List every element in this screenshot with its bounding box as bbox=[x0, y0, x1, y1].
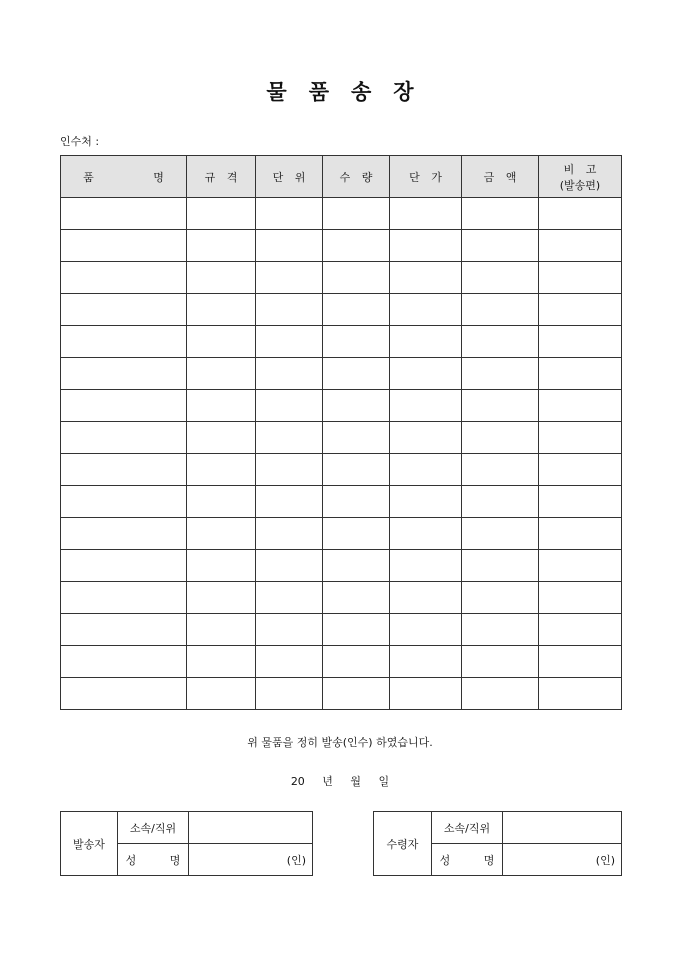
table-cell[interactable] bbox=[187, 646, 256, 678]
table-row bbox=[61, 678, 622, 710]
table-cell[interactable] bbox=[61, 486, 187, 518]
table-cell[interactable] bbox=[256, 614, 323, 646]
table-cell[interactable] bbox=[323, 582, 390, 614]
table-cell[interactable] bbox=[187, 454, 256, 486]
table-cell[interactable] bbox=[187, 326, 256, 358]
table-cell[interactable] bbox=[256, 422, 323, 454]
table-cell[interactable] bbox=[390, 518, 462, 550]
table-cell[interactable] bbox=[539, 262, 622, 294]
table-cell[interactable] bbox=[256, 678, 323, 710]
header-unit: 단 위 bbox=[256, 156, 323, 198]
table-cell[interactable] bbox=[462, 390, 539, 422]
table-cell[interactable] bbox=[323, 294, 390, 326]
table-row bbox=[61, 550, 622, 582]
table-cell[interactable] bbox=[187, 198, 256, 230]
table-cell[interactable] bbox=[61, 454, 187, 486]
table-cell[interactable] bbox=[539, 326, 622, 358]
table-cell[interactable] bbox=[256, 550, 323, 582]
table-cell[interactable] bbox=[462, 230, 539, 262]
table-cell[interactable] bbox=[390, 678, 462, 710]
header-amount: 금 액 bbox=[462, 156, 539, 198]
table-cell[interactable] bbox=[256, 454, 323, 486]
table-cell[interactable] bbox=[256, 262, 323, 294]
statement-text: 위 물품을 정히 발송(인수) 하였습니다. bbox=[247, 736, 433, 749]
table-row bbox=[61, 358, 622, 390]
table-cell[interactable] bbox=[539, 550, 622, 582]
table-cell[interactable] bbox=[256, 358, 323, 390]
table-cell[interactable] bbox=[539, 614, 622, 646]
table-cell[interactable] bbox=[539, 486, 622, 518]
table-cell[interactable] bbox=[187, 230, 256, 262]
table-cell[interactable] bbox=[61, 550, 187, 582]
receiver-dept-label: 소속/직위 bbox=[432, 812, 503, 844]
table-cell[interactable] bbox=[61, 582, 187, 614]
sender-dept-field[interactable] bbox=[189, 812, 313, 844]
header-remarks bbox=[539, 156, 622, 198]
table-cell[interactable] bbox=[61, 614, 187, 646]
header-remarks-label: 비 고 bbox=[563, 162, 597, 176]
sender-seal[interactable]: (인) bbox=[189, 844, 313, 876]
header-unit-price: 단 가 bbox=[390, 156, 462, 198]
table-cell[interactable] bbox=[462, 550, 539, 582]
table-cell[interactable] bbox=[390, 262, 462, 294]
table-cell[interactable] bbox=[256, 486, 323, 518]
table-cell[interactable] bbox=[256, 582, 323, 614]
table-row bbox=[61, 422, 622, 454]
table-cell[interactable] bbox=[256, 198, 323, 230]
table-cell[interactable] bbox=[61, 422, 187, 454]
table-cell[interactable] bbox=[187, 422, 256, 454]
table-row bbox=[61, 486, 622, 518]
table-cell[interactable] bbox=[323, 486, 390, 518]
receiver-dept-field[interactable] bbox=[503, 812, 622, 844]
table-cell[interactable] bbox=[390, 582, 462, 614]
table-cell[interactable] bbox=[323, 646, 390, 678]
receiver-label: 수령자 bbox=[374, 812, 432, 876]
table-cell[interactable] bbox=[323, 326, 390, 358]
table-row bbox=[61, 454, 622, 486]
table-row bbox=[61, 294, 622, 326]
table-cell[interactable] bbox=[462, 678, 539, 710]
sender-label: 발송자 bbox=[61, 812, 118, 876]
table-cell[interactable] bbox=[539, 422, 622, 454]
table-cell[interactable] bbox=[390, 326, 462, 358]
header-remarks-sub: (발송편) bbox=[559, 178, 601, 192]
table-cell[interactable] bbox=[61, 358, 187, 390]
table-cell[interactable] bbox=[323, 262, 390, 294]
receiver-seal[interactable]: (인) bbox=[503, 844, 622, 876]
table-cell[interactable] bbox=[462, 262, 539, 294]
table-cell[interactable] bbox=[61, 294, 187, 326]
table-cell[interactable] bbox=[61, 646, 187, 678]
title-char: 품 bbox=[308, 79, 329, 104]
table-cell[interactable] bbox=[323, 390, 390, 422]
table-cell[interactable] bbox=[462, 422, 539, 454]
table-cell[interactable] bbox=[256, 646, 323, 678]
table-cell[interactable] bbox=[462, 582, 539, 614]
table-cell[interactable] bbox=[390, 550, 462, 582]
table-cell[interactable] bbox=[462, 358, 539, 390]
table-cell[interactable] bbox=[390, 358, 462, 390]
table-cell[interactable] bbox=[462, 326, 539, 358]
header-spec: 규 격 bbox=[187, 156, 256, 198]
table-cell[interactable] bbox=[390, 230, 462, 262]
sender-box bbox=[60, 811, 313, 876]
table-cell[interactable] bbox=[539, 582, 622, 614]
table-cell[interactable] bbox=[390, 198, 462, 230]
date-line: 20 년 월 일 bbox=[290, 775, 390, 788]
table-cell[interactable] bbox=[187, 678, 256, 710]
table-cell[interactable] bbox=[187, 262, 256, 294]
title-char: 물 bbox=[266, 79, 287, 104]
table-cell[interactable] bbox=[462, 198, 539, 230]
table-cell[interactable] bbox=[61, 326, 187, 358]
table-row bbox=[61, 230, 622, 262]
table-cell[interactable] bbox=[187, 486, 256, 518]
header-quantity: 수 량 bbox=[323, 156, 390, 198]
table-cell[interactable] bbox=[61, 230, 187, 262]
table-cell[interactable] bbox=[323, 550, 390, 582]
table-cell[interactable] bbox=[462, 294, 539, 326]
recipient-label: 인수처 : bbox=[60, 135, 100, 148]
table-cell[interactable] bbox=[539, 294, 622, 326]
table-cell[interactable] bbox=[323, 678, 390, 710]
table-cell[interactable] bbox=[61, 390, 187, 422]
table-cell[interactable] bbox=[187, 390, 256, 422]
table-cell[interactable] bbox=[187, 294, 256, 326]
table-cell[interactable] bbox=[462, 454, 539, 486]
table-row bbox=[61, 646, 622, 678]
table-header-row bbox=[61, 156, 622, 198]
table-cell[interactable] bbox=[323, 454, 390, 486]
table-cell[interactable] bbox=[390, 294, 462, 326]
table-cell[interactable] bbox=[539, 454, 622, 486]
receiver-box bbox=[373, 811, 622, 876]
table-row bbox=[61, 390, 622, 422]
table-cell[interactable] bbox=[390, 390, 462, 422]
sender-name-label: 성 명 bbox=[118, 844, 189, 876]
sender-dept-label: 소속/직위 bbox=[118, 812, 189, 844]
table-cell[interactable] bbox=[462, 614, 539, 646]
receiver-name-label: 성 명 bbox=[432, 844, 503, 876]
table-cell[interactable] bbox=[61, 198, 187, 230]
table-cell[interactable] bbox=[390, 454, 462, 486]
table-row bbox=[61, 326, 622, 358]
table-cell[interactable] bbox=[323, 614, 390, 646]
table-cell[interactable] bbox=[323, 518, 390, 550]
table-cell[interactable] bbox=[539, 518, 622, 550]
table-cell[interactable] bbox=[390, 422, 462, 454]
table-row bbox=[61, 198, 622, 230]
table-cell[interactable] bbox=[187, 582, 256, 614]
table-cell[interactable] bbox=[390, 614, 462, 646]
table-cell[interactable] bbox=[256, 390, 323, 422]
table-cell[interactable] bbox=[539, 358, 622, 390]
table-cell[interactable] bbox=[323, 230, 390, 262]
table-cell[interactable] bbox=[462, 486, 539, 518]
table-cell[interactable] bbox=[539, 678, 622, 710]
table-cell[interactable] bbox=[187, 518, 256, 550]
table-cell[interactable] bbox=[462, 518, 539, 550]
table-cell[interactable] bbox=[61, 678, 187, 710]
table-cell[interactable] bbox=[323, 358, 390, 390]
table-cell[interactable] bbox=[256, 518, 323, 550]
table-cell[interactable] bbox=[256, 230, 323, 262]
table-cell[interactable] bbox=[539, 646, 622, 678]
table-cell[interactable] bbox=[256, 326, 323, 358]
table-row bbox=[61, 582, 622, 614]
table-cell[interactable] bbox=[323, 198, 390, 230]
table-cell[interactable] bbox=[390, 486, 462, 518]
table-row bbox=[61, 614, 622, 646]
document-title bbox=[0, 76, 680, 106]
table-cell[interactable] bbox=[187, 358, 256, 390]
title-char: 장 bbox=[393, 79, 414, 104]
table-cell[interactable] bbox=[539, 390, 622, 422]
table-cell[interactable] bbox=[61, 518, 187, 550]
items-table bbox=[60, 155, 622, 710]
table-cell[interactable] bbox=[61, 262, 187, 294]
title-char: 송 bbox=[351, 79, 372, 104]
table-cell[interactable] bbox=[323, 422, 390, 454]
table-cell[interactable] bbox=[462, 646, 539, 678]
table-cell[interactable] bbox=[187, 550, 256, 582]
table-row bbox=[61, 262, 622, 294]
table-cell[interactable] bbox=[187, 614, 256, 646]
table-row bbox=[61, 518, 622, 550]
table-cell[interactable] bbox=[256, 294, 323, 326]
table-cell[interactable] bbox=[390, 646, 462, 678]
table-cell[interactable] bbox=[539, 198, 622, 230]
header-item-name: 품 명 bbox=[61, 156, 187, 198]
table-cell[interactable] bbox=[539, 230, 622, 262]
